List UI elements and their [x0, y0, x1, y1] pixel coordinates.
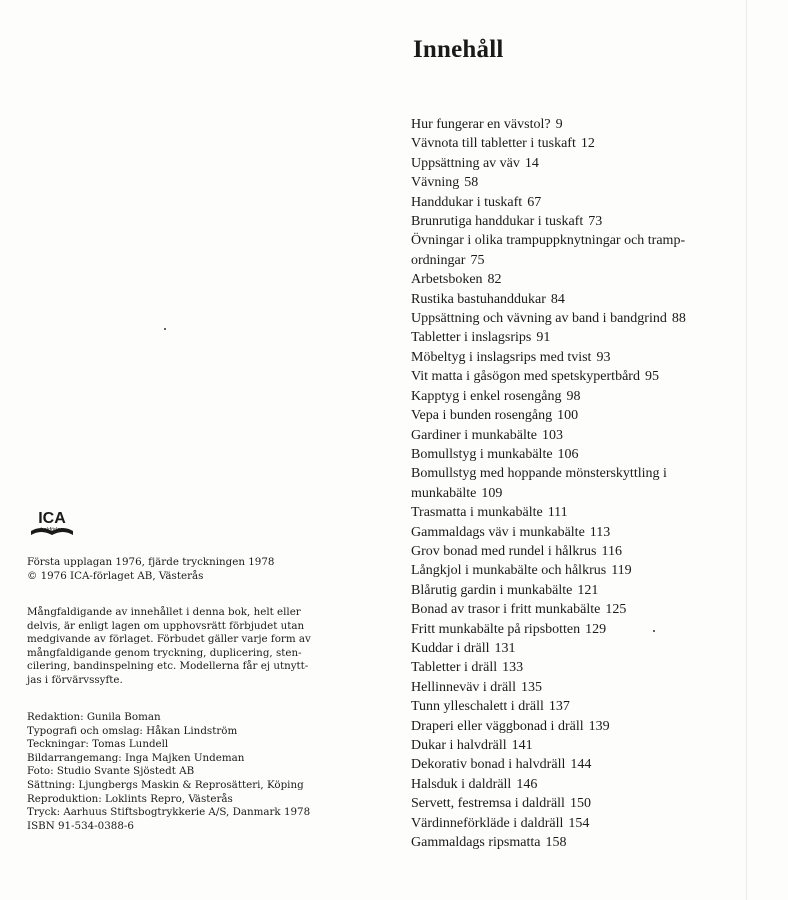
toc-entry [411, 503, 741, 522]
toc-entry [411, 464, 741, 483]
toc-entry-page: 139 [588, 718, 610, 734]
page-title: Innehåll [413, 36, 504, 63]
credit-line: Foto: Studio Svante Sjöstedt AB [27, 765, 195, 778]
toc-entry-page: 135 [520, 679, 542, 695]
toc-entry-page: 82 [487, 272, 502, 288]
toc-entry [411, 775, 741, 794]
toc-entry-page: 144 [570, 757, 592, 773]
toc-entry-page: 14 [524, 155, 539, 171]
toc-entry-title: Uppsättning av väv [411, 155, 520, 171]
toc-entry-title: Långkjol i munkabälte och hålkrus [411, 563, 607, 579]
notice-line: mångfaldigande genom tryckning, duplicering, sten- [27, 646, 302, 659]
toc-entry [411, 367, 741, 386]
toc-entry [411, 426, 741, 445]
toc-entry-title: Kuddar i dräll [411, 640, 490, 656]
credit-line: Sättning: Ljungbergs Maskin & Reprosätteri, Köping [27, 778, 304, 791]
toc-entry-title: Trasmatta i munkabälte [411, 505, 543, 521]
toc-entry [411, 794, 741, 813]
toc-entry-page: 116 [601, 543, 622, 559]
isbn: ISBN 91-534-0388-6 [27, 819, 134, 832]
toc-entry-page: 121 [577, 582, 599, 598]
toc-entry-title: Kapptyg i enkel rosengång [411, 388, 562, 404]
toc-entry-page: 95 [644, 369, 659, 385]
toc-entry-page: 67 [527, 194, 542, 210]
notice-line: delvis, är enligt lagen om upphovsrätt förbjudet utan [27, 619, 305, 632]
toc-entry-page: 98 [566, 388, 581, 404]
toc-entry-title: Blårutig gardin i munkabälte [411, 582, 573, 598]
page-fold-line [746, 0, 747, 900]
toc-entry-page: 146 [516, 776, 538, 792]
toc-entry-page: 119 [611, 563, 632, 579]
toc-entry [411, 154, 741, 173]
toc-entry [411, 290, 741, 309]
toc-entry-page: 88 [671, 311, 686, 327]
toc-entry-title: Tunn ylleschalett i dräll [411, 699, 544, 715]
toc-entry [411, 717, 741, 736]
toc-entry [411, 736, 741, 755]
toc-entry-title: Bomullstyg i munkabälte [411, 446, 553, 462]
toc-entry-page: 109 [481, 485, 503, 501]
toc-entry-title: Hur fungerar en vävstol? [411, 117, 551, 132]
toc-entry-page: 133 [502, 660, 524, 676]
toc-entry [411, 833, 741, 852]
toc-entry-title: Tabletter i dräll [411, 660, 498, 676]
credit-line: Redaktion: Gunila Boman [27, 711, 161, 723]
toc-entry-page: 9 [555, 117, 563, 132]
toc-entry-title: Vepa i bunden rosengång [411, 408, 553, 424]
toc-entry [411, 348, 741, 367]
toc-entry-title: Gammaldags väv i munkabälte [411, 524, 585, 540]
toc-entry [411, 387, 741, 406]
toc-entry-title: Möbeltyg i inslagsrips med tvist [411, 349, 592, 365]
toc-entry-page: 106 [557, 446, 579, 462]
toc-entry-title: Gardiner i munkabälte [411, 427, 537, 443]
toc-entry-page: 113 [589, 524, 611, 540]
toc-entry-page: 91 [536, 330, 551, 346]
toc-entry [411, 231, 741, 250]
toc-entry-title: Dekorativ bonad i halvdräll [411, 757, 566, 773]
notice-line: cilering, bandinspelning etc. Modellerna får ej utnytt- [27, 660, 309, 673]
notice-line: jas i förvärvssyfte. [27, 673, 123, 686]
toc-entry-page: 111 [547, 505, 568, 521]
toc-entry-page: 158 [545, 835, 567, 851]
toc-entry-title: Draperi eller väggbonad i dräll [411, 718, 584, 734]
toc-entry [411, 328, 741, 347]
toc-entry [411, 814, 741, 833]
toc-entry-title: Vit matta i gåsögon med spetskypertbård [411, 369, 640, 385]
toc-entry-page: 125 [605, 602, 627, 618]
toc-entry-title: Vävning [411, 175, 460, 191]
toc-entry-page: 150 [569, 796, 591, 812]
toc-entry [411, 115, 741, 134]
toc-entry-page: 84 [550, 291, 565, 307]
credit-line: Tryck: Aarhuus Stiftsbogtrykkerie A/S, Danmark 1978 [27, 806, 311, 819]
toc-entry [411, 309, 741, 328]
toc-entry-title: Vävnota till tabletter i tuskaft [411, 136, 576, 152]
toc-entry [411, 406, 741, 425]
edition-info [27, 556, 327, 583]
toc-entry-title: Halsduk i daldräll [411, 776, 512, 792]
toc-entry [411, 251, 741, 270]
copyright-notice [27, 606, 327, 688]
toc-entry-title: Handdukar i tuskaft [411, 194, 523, 210]
credit-line: Bildarrangemang: Inga Majken Undeman [27, 751, 245, 764]
toc-entry-title: Grov bonad med rundel i hålkrus [411, 543, 597, 559]
toc-entry-title: Servett, festremsa i daldräll [411, 796, 565, 812]
notice-line: medgivande av förlaget. Förbudet gäller varje form av [27, 633, 311, 646]
toc-entry-page: 93 [596, 349, 611, 365]
credit-line: Reproduktion: Loklints Repro, Västerås [27, 792, 233, 805]
logo-name: ICA [38, 510, 66, 527]
notice-line: Mångfaldigande av innehållet i denna bok, helt eller [27, 606, 301, 618]
paper-speck [164, 328, 166, 330]
edition-line: © 1976 ICA-förlaget AB, Västerås [27, 569, 204, 582]
edition-line: Första upplagan 1976, fjärde tryckningen 1978 [27, 556, 275, 568]
toc-entry-page: 75 [470, 252, 485, 268]
toc-entry-title: Arbetsboken [411, 272, 483, 288]
toc-entry-title: Hellinneväv i dräll [411, 679, 516, 695]
logo-subtitle: bokförlag [40, 527, 64, 533]
ica-bokforlag-logo [29, 505, 75, 538]
toc-entry [411, 134, 741, 153]
toc-entry [411, 697, 741, 716]
toc-entry-title: munkabälte [411, 485, 477, 501]
toc-entry-title: Gammaldags ripsmatta [411, 835, 541, 851]
toc-entry [411, 542, 741, 561]
toc-entry [411, 639, 741, 658]
toc-entry-title: Tabletter i inslagsrips [411, 330, 532, 346]
toc-entry [411, 212, 741, 231]
table-of-contents [411, 115, 741, 852]
toc-entry-page: 137 [548, 699, 570, 715]
toc-entry-page: 103 [541, 427, 563, 443]
toc-entry-page: 12 [580, 136, 595, 152]
toc-entry-page: 141 [511, 738, 533, 753]
toc-entry-title: Rustika bastuhanddukar [411, 291, 546, 307]
toc-entry [411, 581, 741, 600]
toc-entry [411, 270, 741, 289]
toc-entry [411, 678, 741, 697]
toc-entry-title: ordningar [411, 252, 466, 268]
toc-entry [411, 620, 741, 639]
toc-entry-title: Värdinneförkläde i daldräll [411, 815, 564, 831]
toc-entry-title: Bonad av trasor i fritt munkabälte [411, 602, 601, 618]
toc-entry-title: Bomullstyg med hoppande mönsterskyttling i [411, 466, 667, 482]
toc-entry-title: Övningar i olika trampuppknytningar och tramp- [411, 233, 686, 249]
toc-entry-page: 58 [464, 175, 479, 191]
credit-line: Teckningar: Tomas Lundell [27, 738, 169, 751]
toc-entry [411, 445, 741, 464]
toc-entry [411, 561, 741, 580]
toc-entry-page: 129 [585, 621, 607, 637]
toc-entry [411, 600, 741, 619]
production-credits [27, 711, 327, 833]
toc-entry-title: Brunrutiga handdukar i tuskaft [411, 214, 584, 230]
toc-entry-page: 154 [568, 815, 590, 831]
credit-line: Typografi och omslag: Håkan Lindström [27, 724, 238, 737]
toc-entry [411, 658, 741, 677]
toc-entry [411, 755, 741, 774]
toc-entry-page: 73 [588, 214, 603, 230]
toc-entry [411, 523, 741, 542]
toc-entry [411, 193, 741, 212]
toc-entry [411, 173, 741, 192]
toc-entry-title: Uppsättning och vävning av band i bandgrind [411, 311, 667, 327]
toc-entry-page: 100 [557, 408, 579, 424]
toc-entry [411, 484, 741, 503]
toc-entry-title: Fritt munkabälte på ripsbotten [411, 621, 581, 637]
toc-entry-page: 131 [494, 640, 516, 656]
toc-entry-title: Dukar i halvdräll [411, 738, 507, 753]
